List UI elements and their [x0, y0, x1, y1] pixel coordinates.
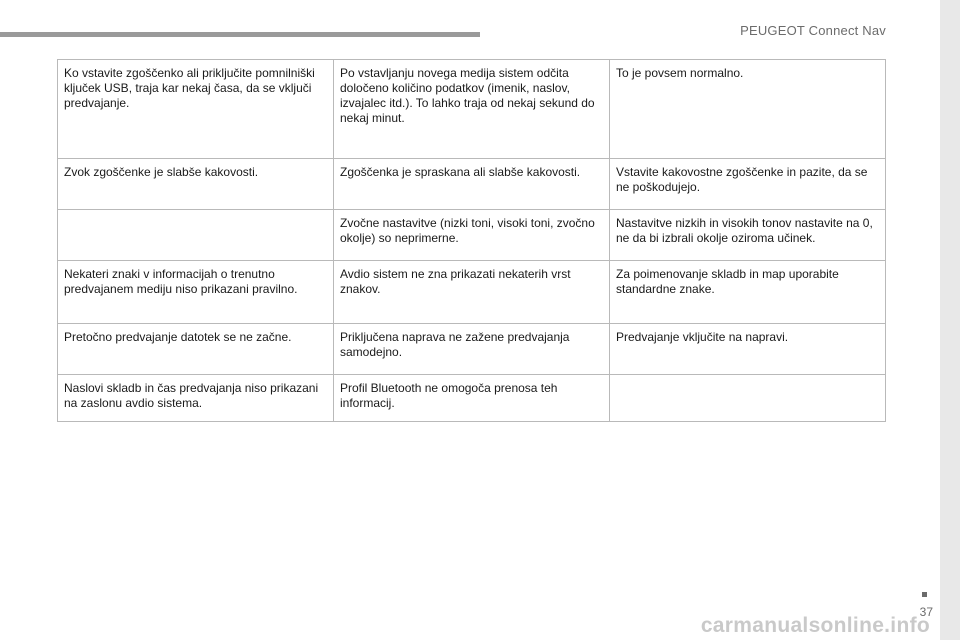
table-cell-cause: Priključena naprava ne zažene predvajanja samodejno. [334, 324, 610, 375]
table-cell-problem: Pretočno predvajanje datotek se ne začne. [58, 324, 334, 375]
table-row [58, 261, 886, 324]
watermark: carmanualsonline.info [700, 614, 930, 637]
troubleshooting-table [57, 59, 886, 422]
table-cell-problem: Zvok zgoščenke je slabše kakovosti. [58, 159, 334, 210]
table-cell-solution: Za poimenovanje skladb in map uporabite standardne znake. [610, 261, 886, 324]
table-cell-cause: Zgoščenka je spraskana ali slabše kakovosti. [334, 159, 610, 210]
table-cell-problem: Naslovi skladb in čas predvajanja niso prikazani na zaslonu avdio sistema. [58, 375, 334, 422]
table-cell-problem: Nekateri znaki v informacijah o trenutno predvajanem mediju niso prikazani pravilno. [58, 261, 334, 324]
table-cell-problem [58, 210, 334, 261]
table-cell-problem: Ko vstavite zgoščenko ali priključite pomnilniški ključek USB, traja kar nekaj časa, da se vključi predvajanje. [58, 60, 334, 159]
table-cell-cause: Zvočne nastavitve (nizki toni, visoki toni, zvočno okolje) so neprimerne. [334, 210, 610, 261]
page-header-title: PEUGEOT Connect Nav [740, 23, 886, 38]
table-row [58, 324, 886, 375]
page-marker [922, 592, 927, 597]
table-cell-solution: Nastavitve nizkih in visokih tonov nastavite na 0, ne da bi izbrali okolje oziroma učinek. [610, 210, 886, 261]
table-row [58, 375, 886, 422]
table-row [58, 60, 886, 159]
table-cell-cause: Avdio sistem ne zna prikazati nekaterih vrst znakov. [334, 261, 610, 324]
table-cell-cause: Po vstavljanju novega medija sistem odčita določeno količino podatkov (imenik, naslov, izvajalec itd.). To lahko traja od nekaj sekund do nekaj minut. [334, 60, 610, 159]
table-row [58, 159, 886, 210]
page-number: 37 [919, 605, 933, 619]
table-cell-cause: Profil Bluetooth ne omogoča prenosa teh informacij. [334, 375, 610, 422]
side-strip [940, 0, 960, 640]
header-rule [0, 32, 480, 37]
table-cell-solution: Vstavite kakovostne zgoščenke in pazite, da se ne poškodujejo. [610, 159, 886, 210]
table-cell-solution: Predvajanje vključite na napravi. [610, 324, 886, 375]
table-cell-solution: To je povsem normalno. [610, 60, 886, 159]
table-row [58, 210, 886, 261]
table-cell-solution [610, 375, 886, 422]
